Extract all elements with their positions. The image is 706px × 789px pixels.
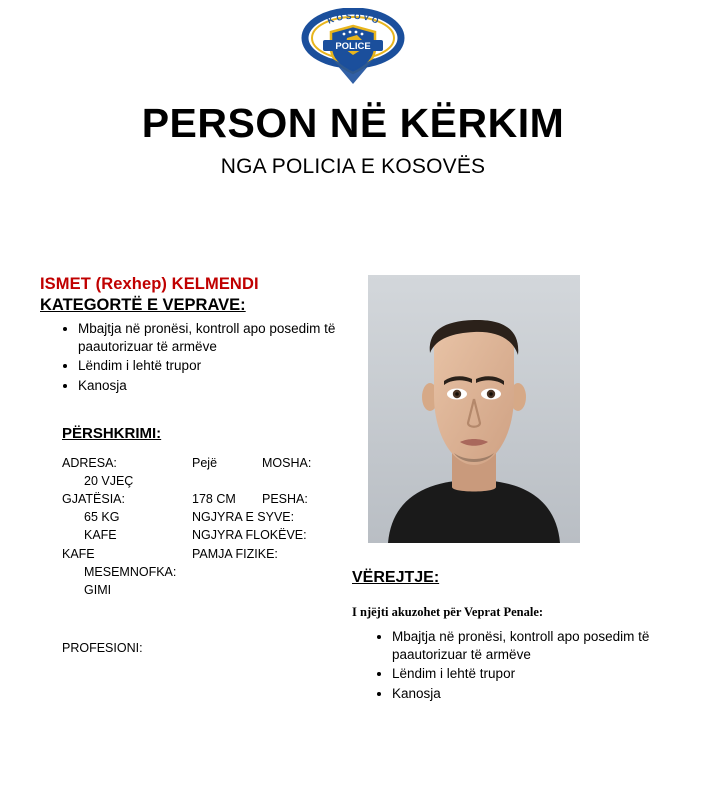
list-item: • Kanosja bbox=[392, 685, 682, 703]
page-title: PERSON NË KËRKIM bbox=[141, 100, 565, 146]
field-label-profession: PROFESIONI: bbox=[62, 640, 143, 655]
description-table bbox=[62, 454, 362, 599]
field-value-height: 178 CM bbox=[192, 492, 236, 507]
field-value-nickname: GIMI bbox=[84, 582, 112, 597]
notes-title: VËREJTJE: bbox=[352, 569, 440, 587]
left-column bbox=[40, 275, 360, 655]
field-label-address: ADRESA: bbox=[62, 455, 117, 470]
list-item: • Kanosja bbox=[78, 377, 360, 395]
field-label-height: GJATËSIA: bbox=[62, 492, 125, 507]
list-item: • Mbajtja në pronësi, kontroll apo posedim të paautorizuar të armëve bbox=[78, 320, 360, 356]
notes-list bbox=[352, 628, 682, 703]
field-value-address: Pejë bbox=[192, 455, 218, 470]
field-value-age: 20 VJEÇ bbox=[84, 474, 134, 489]
table-row bbox=[62, 490, 362, 508]
field-value-eye-color: KAFE bbox=[84, 528, 117, 543]
person-name: ISMET (Rexhep) KELMENDI bbox=[40, 275, 259, 294]
notes-section bbox=[352, 569, 682, 704]
description-title: PËRSHKRIMI: bbox=[62, 424, 162, 442]
svg-text:POLICE: POLICE bbox=[335, 41, 371, 52]
field-label-eye-color: NGJYRA E SYVE: bbox=[192, 510, 295, 525]
document-header bbox=[0, 0, 706, 179]
table-row bbox=[62, 508, 362, 526]
field-label-nickname: MESEMNOFKA: bbox=[84, 564, 177, 579]
page-subtitle: NGA POLICIA E KOSOVËS bbox=[220, 155, 486, 179]
table-row bbox=[62, 581, 362, 599]
field-label-physical-appearance: PAMJA FIZIKE: bbox=[192, 546, 278, 561]
field-label-hair-color: NGJYRA FLOKËVE: bbox=[192, 528, 307, 543]
field-value-hair-color: KAFE bbox=[62, 546, 95, 561]
list-item: • Lëndim i lehtë trupor bbox=[392, 665, 682, 683]
svg-text:K O S O V O: K O S O V O bbox=[325, 10, 381, 26]
table-row bbox=[62, 454, 362, 472]
list-item: • Lëndim i lehtë trupor bbox=[78, 357, 360, 375]
list-item: • Mbajtja në pronësi, kontroll apo posedim të paautorizuar të armëve bbox=[392, 628, 682, 664]
category-title: KATEGORTË E VEPRAVE: bbox=[40, 296, 246, 315]
field-value-weight: 65 KG bbox=[84, 510, 120, 525]
table-row bbox=[62, 526, 362, 544]
charges-list bbox=[40, 320, 360, 395]
notes-subtitle: I njëjti akuzohet për Veprat Penale: bbox=[352, 605, 544, 620]
field-label-weight: PESHA: bbox=[262, 492, 308, 507]
profession-row bbox=[62, 641, 360, 655]
table-row bbox=[62, 545, 362, 563]
table-row bbox=[62, 563, 362, 581]
table-row bbox=[62, 472, 362, 490]
field-label-age: MOSHA: bbox=[262, 455, 312, 470]
wanted-person-photo bbox=[368, 275, 580, 543]
kosovo-police-logo-icon bbox=[301, 8, 405, 86]
